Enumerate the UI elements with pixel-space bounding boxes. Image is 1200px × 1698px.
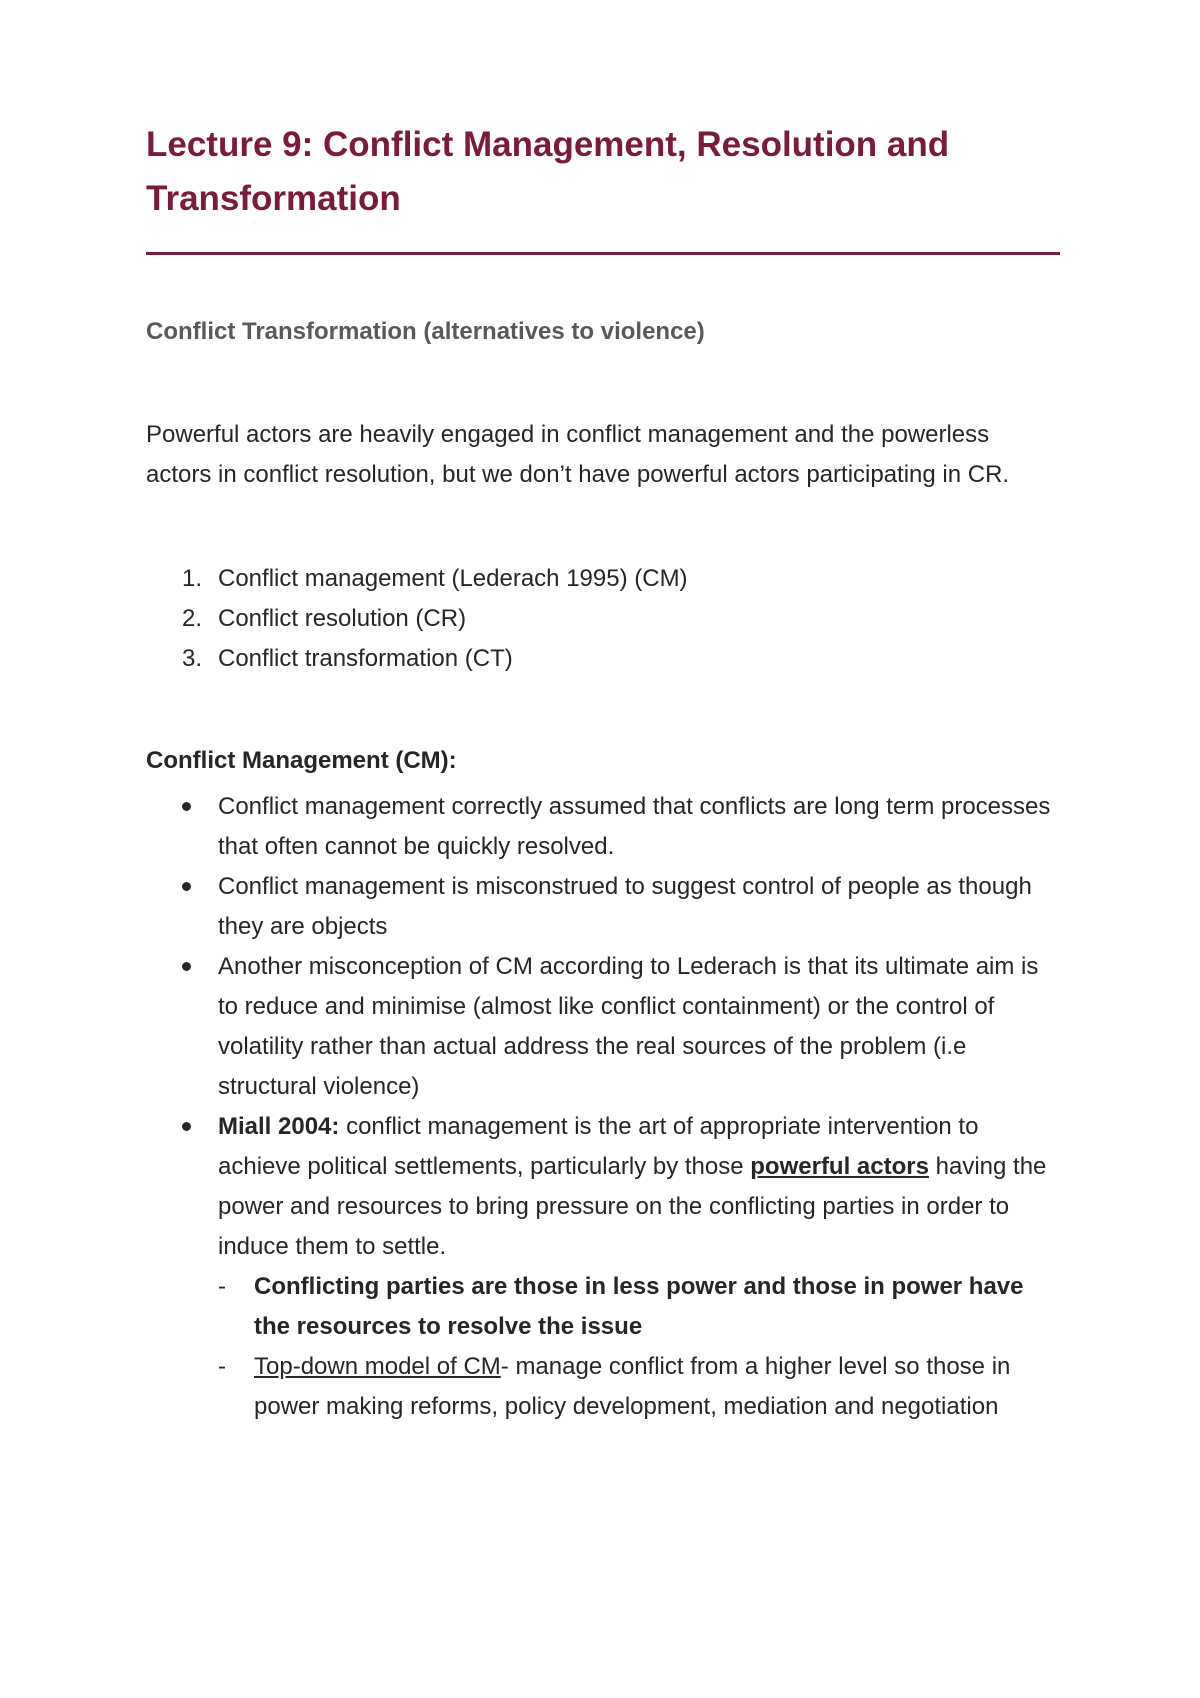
title-line-1: Lecture 9: Conflict Management, Resolution and [146, 125, 950, 164]
list-item-text: Conflict resolution (CR) [218, 605, 467, 632]
title-divider [146, 252, 1060, 255]
dash-item [218, 1267, 1060, 1347]
bullet-item-miall [146, 1107, 1060, 1427]
numbered-list [146, 559, 1060, 679]
list-item [146, 559, 1060, 599]
dash-list [218, 1267, 1060, 1427]
bullet-item [146, 787, 1060, 867]
bullet-item [146, 867, 1060, 947]
dash-item [218, 1347, 1060, 1427]
list-number: 2. [182, 605, 203, 632]
document-page [146, 118, 1060, 1427]
top-down-model-term: Top-down model of CM [254, 1353, 501, 1380]
emphasis-powerful-actors: powerful actors [750, 1153, 929, 1180]
list-item [146, 599, 1060, 639]
dash-marker: - [218, 1273, 226, 1300]
section-subtitle: Conflict Transformation (alternatives to violence) [146, 318, 705, 345]
bullet-text: Conflict management correctly assumed that conflicts are long term processes that often cannot be quickly resolved. [218, 793, 1051, 860]
cm-heading: Conflict Management (CM): [146, 747, 457, 774]
list-item-text: Conflict management (Lederach 1995) (CM) [218, 565, 688, 592]
list-item-text: Conflict transformation (CT) [218, 645, 513, 672]
list-number: 1. [182, 565, 203, 592]
bullet-text: Conflict management is misconstrued to suggest control of people as though they are objects [218, 873, 1032, 940]
dash-item-text: Conflicting parties are those in less power and those in power have the resources to resolve the issue [254, 1273, 1024, 1340]
list-number: 3. [182, 645, 203, 672]
page-title [146, 118, 1060, 226]
intro-paragraph: Powerful actors are heavily engaged in conflict management and the powerless actors in conflict resolution, but we don’t have powerful actors participating in CR. [146, 421, 1010, 488]
bullet-item [146, 947, 1060, 1107]
miall-text-before: conflict management is the art of appropriate intervention to achieve political settlements, particularly by those [218, 1113, 979, 1180]
bullet-dot-icon [182, 802, 191, 811]
bullet-list [146, 787, 1060, 1427]
bullet-dot-icon [182, 962, 191, 971]
list-item [146, 639, 1060, 679]
bullet-dot-icon [182, 882, 191, 891]
miall-text-after: having the power and resources to bring pressure on the conflicting parties in order to induce them to settle. [218, 1153, 1047, 1260]
title-line-2: Transformation [146, 179, 401, 218]
citation-lead: Miall 2004: [218, 1113, 340, 1140]
bullet-text: Another misconception of CM according to Lederach is that its ultimate aim is to reduce and minimise (almost like conflict containment) or the control of volatility rather than actual address the real sources of the problem (i.e structural violence) [218, 953, 1039, 1100]
bullet-dot-icon [182, 1122, 191, 1131]
dash-item-text: - manage conflict from a higher level so those in power making reforms, policy development, mediation and negotiation [254, 1353, 1011, 1420]
dash-marker: - [218, 1353, 226, 1380]
